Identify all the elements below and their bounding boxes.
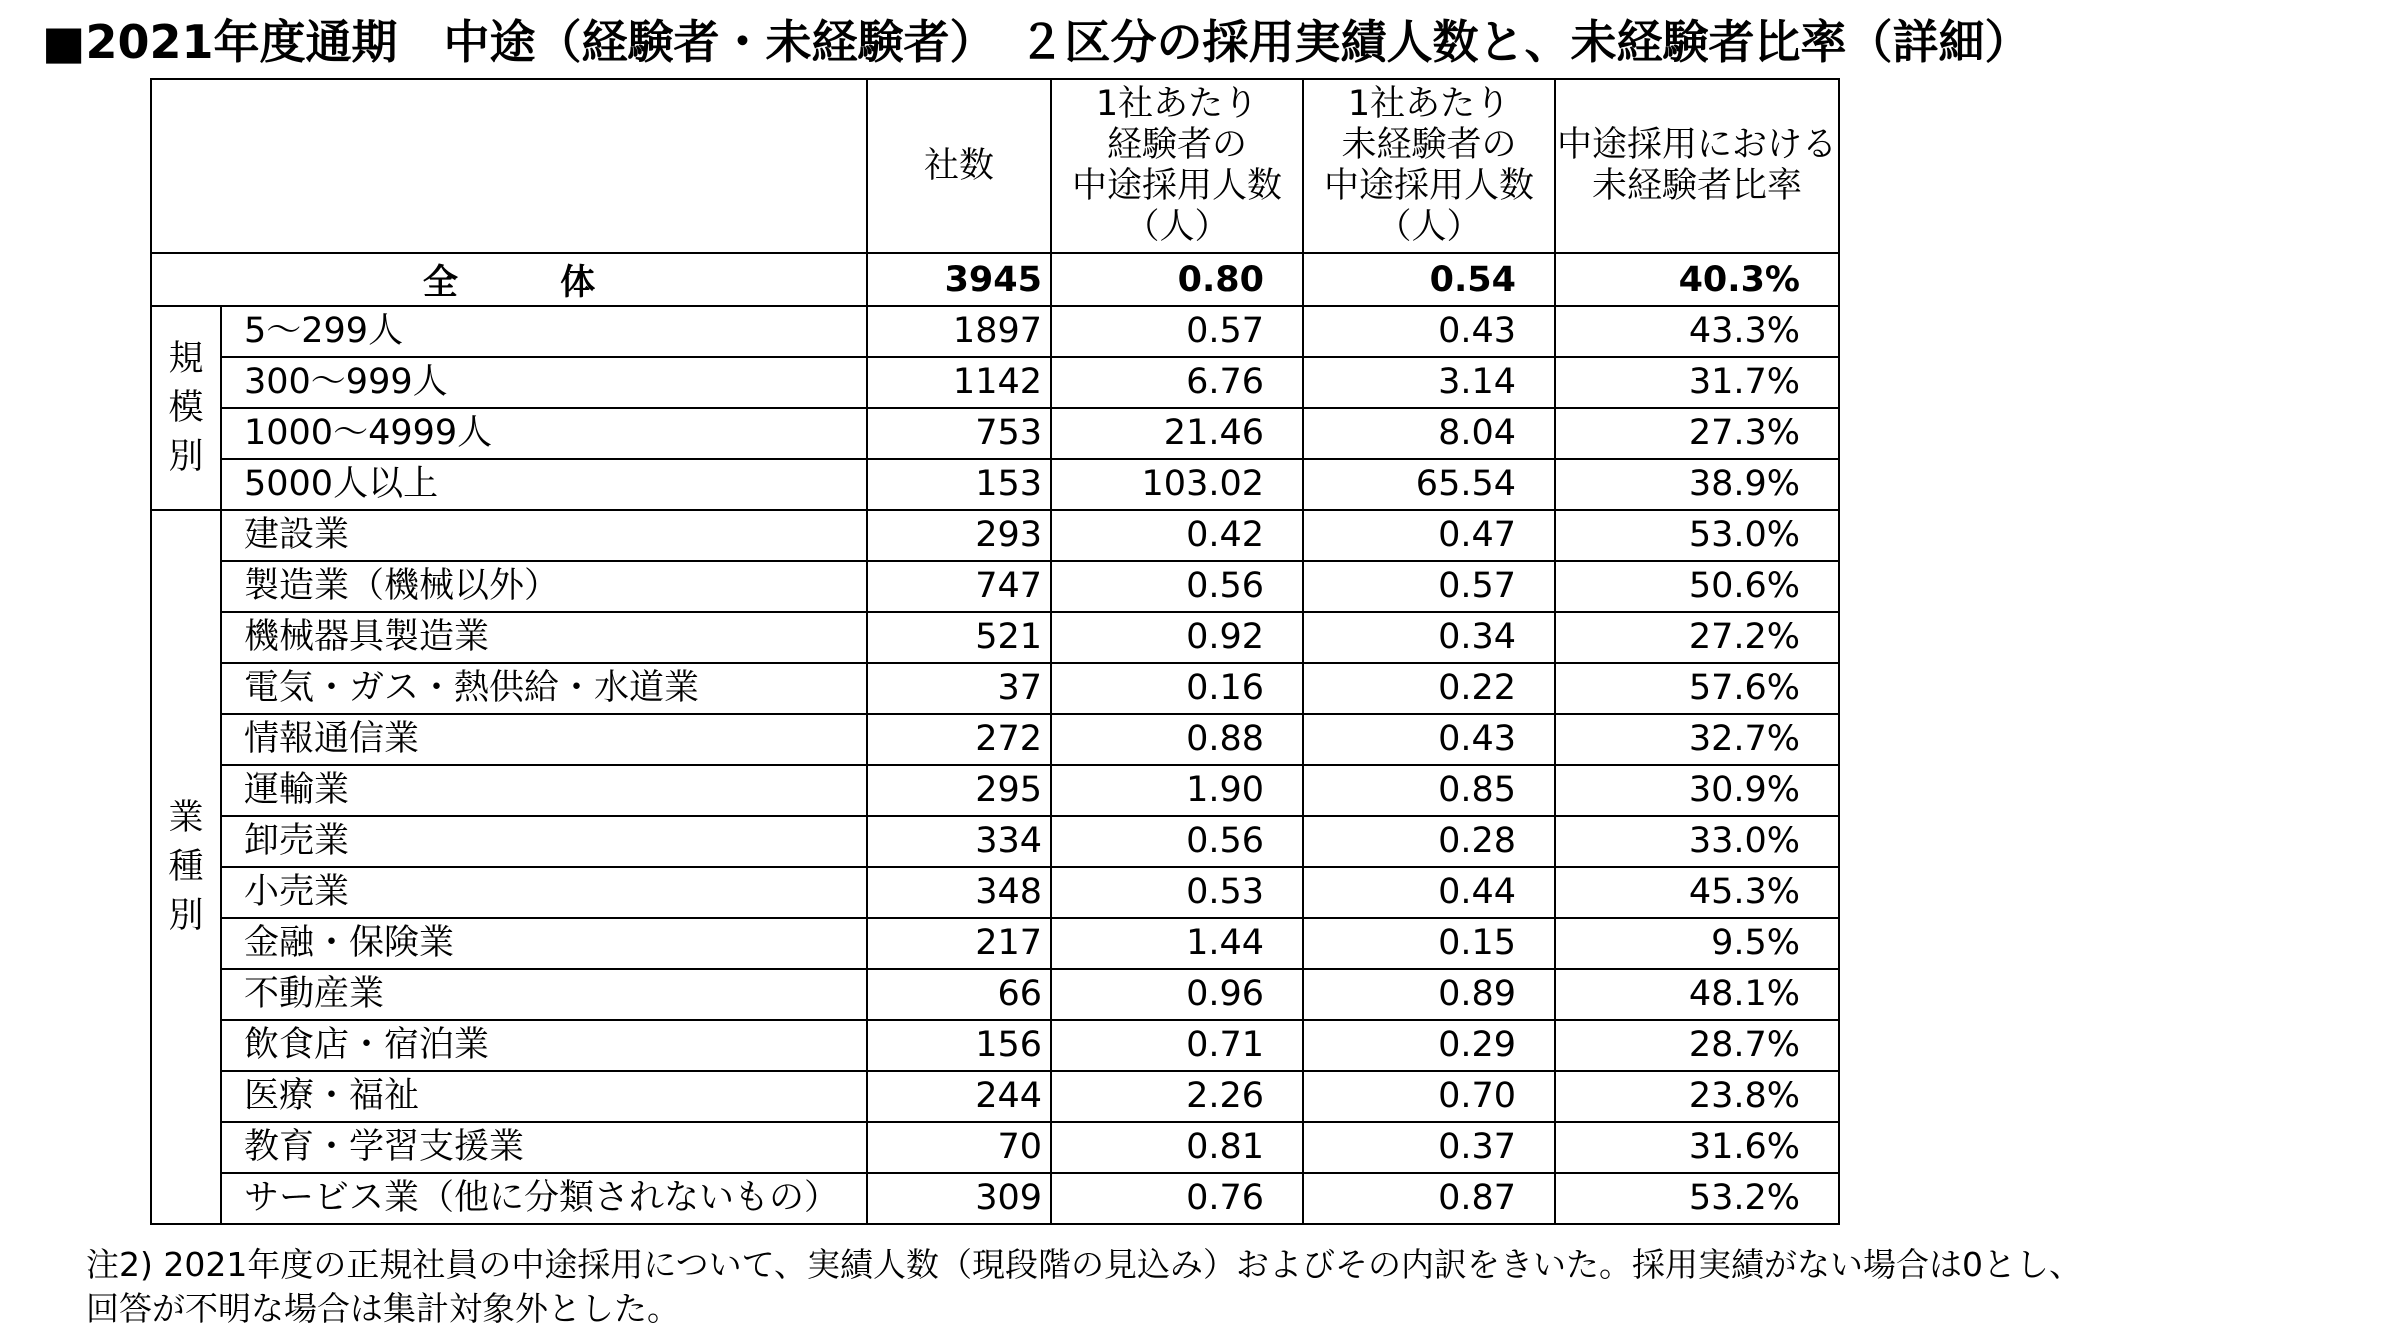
row-experienced: 0.53 [1051,867,1303,918]
row-inexperienced: 65.54 [1303,459,1555,510]
row-experienced: 0.56 [1051,816,1303,867]
row-companies: 66 [867,969,1051,1020]
row-ratio: 48.1% [1555,969,1839,1020]
total-row [151,253,1839,306]
row-experienced: 6.76 [1051,357,1303,408]
table-row [151,765,1839,816]
row-companies: 295 [867,765,1051,816]
row-experienced: 103.02 [1051,459,1303,510]
row-experienced: 0.71 [1051,1020,1303,1071]
row-inexperienced: 0.85 [1303,765,1555,816]
row-ratio: 53.0% [1555,510,1839,561]
row-inexperienced: 0.89 [1303,969,1555,1020]
footnote [86,1243,2082,1331]
row-inexperienced: 0.29 [1303,1020,1555,1071]
row-label: 電気・ガス・熱供給・水道業 [221,663,867,714]
row-label: 運輸業 [221,765,867,816]
row-companies: 753 [867,408,1051,459]
row-inexperienced: 0.87 [1303,1173,1555,1224]
row-experienced: 0.56 [1051,561,1303,612]
row-label: 情報通信業 [221,714,867,765]
row-companies: 348 [867,867,1051,918]
table-row [151,408,1839,459]
row-ratio: 50.6% [1555,561,1839,612]
row-experienced: 0.92 [1051,612,1303,663]
row-companies: 521 [867,612,1051,663]
table-row [151,714,1839,765]
header-companies: 社数 [867,79,1051,253]
total-companies: 3945 [867,253,1051,306]
row-ratio: 31.7% [1555,357,1839,408]
footnote-line-1: 注2) 2021年度の正規社員の中途採用について、実績人数（現段階の見込み）およびその内訳をきいた。採用実績がない場合は0とし、 [86,1245,2083,1284]
row-label: サービス業（他に分類されないもの） [221,1173,867,1224]
row-inexperienced: 0.34 [1303,612,1555,663]
row-label: 不動産業 [221,969,867,1020]
header-blank-cell [151,79,867,253]
table-row [151,969,1839,1020]
row-ratio: 30.9% [1555,765,1839,816]
row-ratio: 23.8% [1555,1071,1839,1122]
row-ratio: 27.2% [1555,612,1839,663]
row-ratio: 31.6% [1555,1122,1839,1173]
total-inexperienced: 0.54 [1303,253,1555,306]
table-row [151,357,1839,408]
table-row [151,816,1839,867]
row-inexperienced: 0.57 [1303,561,1555,612]
row-ratio: 38.9% [1555,459,1839,510]
row-ratio: 57.6% [1555,663,1839,714]
table-row [151,1122,1839,1173]
row-experienced: 0.57 [1051,306,1303,357]
row-ratio: 32.7% [1555,714,1839,765]
row-inexperienced: 8.04 [1303,408,1555,459]
row-companies: 244 [867,1071,1051,1122]
row-companies: 334 [867,816,1051,867]
row-companies: 272 [867,714,1051,765]
row-companies: 1897 [867,306,1051,357]
total-experienced: 0.80 [1051,253,1303,306]
recruitment-table [150,78,1840,1225]
row-label: 5～299人 [221,306,867,357]
table-row [151,918,1839,969]
header-row [151,79,1839,253]
row-companies: 309 [867,1173,1051,1224]
header-experienced: 1社あたり 経験者の 中途採用人数 （人） [1051,79,1303,253]
row-experienced: 0.42 [1051,510,1303,561]
header-ratio: 中途採用における 未経験者比率 [1555,79,1839,253]
row-experienced: 0.81 [1051,1122,1303,1173]
row-ratio: 53.2% [1555,1173,1839,1224]
row-experienced: 1.90 [1051,765,1303,816]
footnote-line-2: 回答が不明な場合は集計対象外とした。 [86,1289,680,1328]
row-companies: 747 [867,561,1051,612]
row-companies: 156 [867,1020,1051,1071]
table-row [151,1020,1839,1071]
row-experienced: 21.46 [1051,408,1303,459]
table-row [151,867,1839,918]
total-label: 全 体 [422,262,596,303]
total-ratio: 40.3% [1555,253,1839,306]
group-label-industry: 業 種 別 [151,510,221,1224]
row-inexperienced: 0.47 [1303,510,1555,561]
row-label: 建設業 [221,510,867,561]
row-experienced: 0.76 [1051,1173,1303,1224]
row-label: 金融・保険業 [221,918,867,969]
row-label: 1000～4999人 [221,408,867,459]
row-ratio: 28.7% [1555,1020,1839,1071]
table-row [151,1173,1839,1224]
row-label: 飲食店・宿泊業 [221,1020,867,1071]
row-label: 教育・学習支援業 [221,1122,867,1173]
row-experienced: 1.44 [1051,918,1303,969]
row-experienced: 0.16 [1051,663,1303,714]
header-inexperienced: 1社あたり 未経験者の 中途採用人数 （人） [1303,79,1555,253]
total-label-cell [151,253,867,306]
row-inexperienced: 0.70 [1303,1071,1555,1122]
table-row [151,663,1839,714]
row-inexperienced: 0.43 [1303,306,1555,357]
group-label-size: 規 模 別 [151,306,221,510]
row-ratio: 43.3% [1555,306,1839,357]
table-row [151,306,1839,357]
row-experienced: 0.96 [1051,969,1303,1020]
table-row [151,1071,1839,1122]
table-row [151,612,1839,663]
row-companies: 217 [867,918,1051,969]
table-row [151,459,1839,510]
row-ratio: 9.5% [1555,918,1839,969]
row-experienced: 2.26 [1051,1071,1303,1122]
row-label: 機械器具製造業 [221,612,867,663]
row-inexperienced: 0.43 [1303,714,1555,765]
row-inexperienced: 0.44 [1303,867,1555,918]
row-ratio: 45.3% [1555,867,1839,918]
row-experienced: 0.88 [1051,714,1303,765]
row-ratio: 33.0% [1555,816,1839,867]
row-label: 卸売業 [221,816,867,867]
row-label: 小売業 [221,867,867,918]
row-inexperienced: 0.28 [1303,816,1555,867]
row-label: 5000人以上 [221,459,867,510]
row-inexperienced: 0.22 [1303,663,1555,714]
row-label: 医療・福祉 [221,1071,867,1122]
table-row [151,510,1839,561]
row-label: 製造業（機械以外） [221,561,867,612]
row-companies: 293 [867,510,1051,561]
row-inexperienced: 0.15 [1303,918,1555,969]
row-label: 300～999人 [221,357,867,408]
row-companies: 1142 [867,357,1051,408]
page-title: ■2021年度通期 中途（経験者・未経験者） ２区分の採用実績人数と、未経験者比率（詳細） [42,15,2031,69]
row-companies: 153 [867,459,1051,510]
row-inexperienced: 0.37 [1303,1122,1555,1173]
row-inexperienced: 3.14 [1303,357,1555,408]
row-ratio: 27.3% [1555,408,1839,459]
row-companies: 70 [867,1122,1051,1173]
row-companies: 37 [867,663,1051,714]
table-row [151,561,1839,612]
